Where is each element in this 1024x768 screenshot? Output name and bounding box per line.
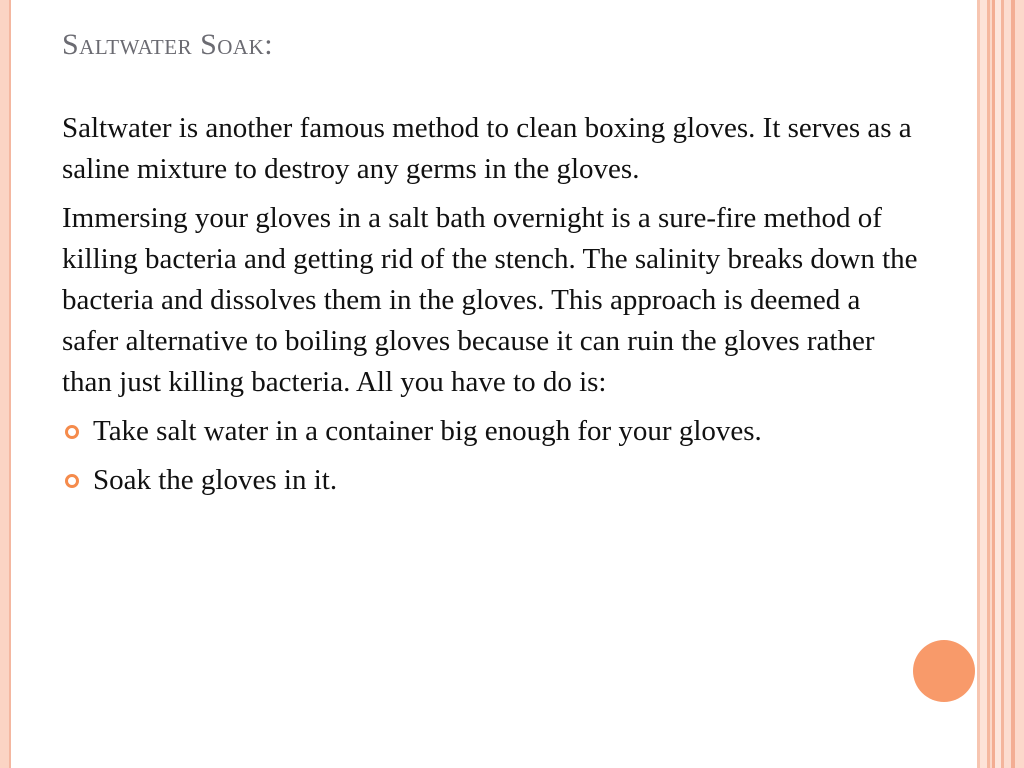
bullet-circle-icon: [65, 425, 79, 439]
right-stripe: [1004, 0, 1011, 768]
left-border-line: [9, 0, 11, 768]
right-stripe: [980, 0, 987, 768]
bullet-list: [62, 411, 922, 501]
bullet-item: [62, 411, 922, 452]
paragraph: Saltwater is another famous method to clean boxing gloves. It serves as a saline mixture to destroy any germs in the gloves.: [62, 112, 912, 185]
left-border-stripe: [0, 0, 9, 768]
paragraph: Immersing your gloves in a salt bath overnight is a sure-fire method of killing bacteria and getting rid of the stench. The salinity breaks down the bacteria and dissolves them in the gloves. This approach is deemed a safer alternative to boiling gloves because it can ruin the gloves rather than just killing bacteria. All you have to do is:: [62, 202, 918, 398]
slide-title: Saltwater Soak:: [62, 28, 274, 61]
slide-body: [62, 108, 922, 509]
bullet-text: Take salt water in a container big enough for your gloves.: [93, 415, 762, 447]
bullet-item: [62, 460, 922, 501]
bullet-circle-icon: [65, 474, 79, 488]
bullet-text: Soak the gloves in it.: [93, 464, 338, 496]
decorative-circle: [913, 640, 975, 702]
right-stripe: [1015, 0, 1024, 768]
